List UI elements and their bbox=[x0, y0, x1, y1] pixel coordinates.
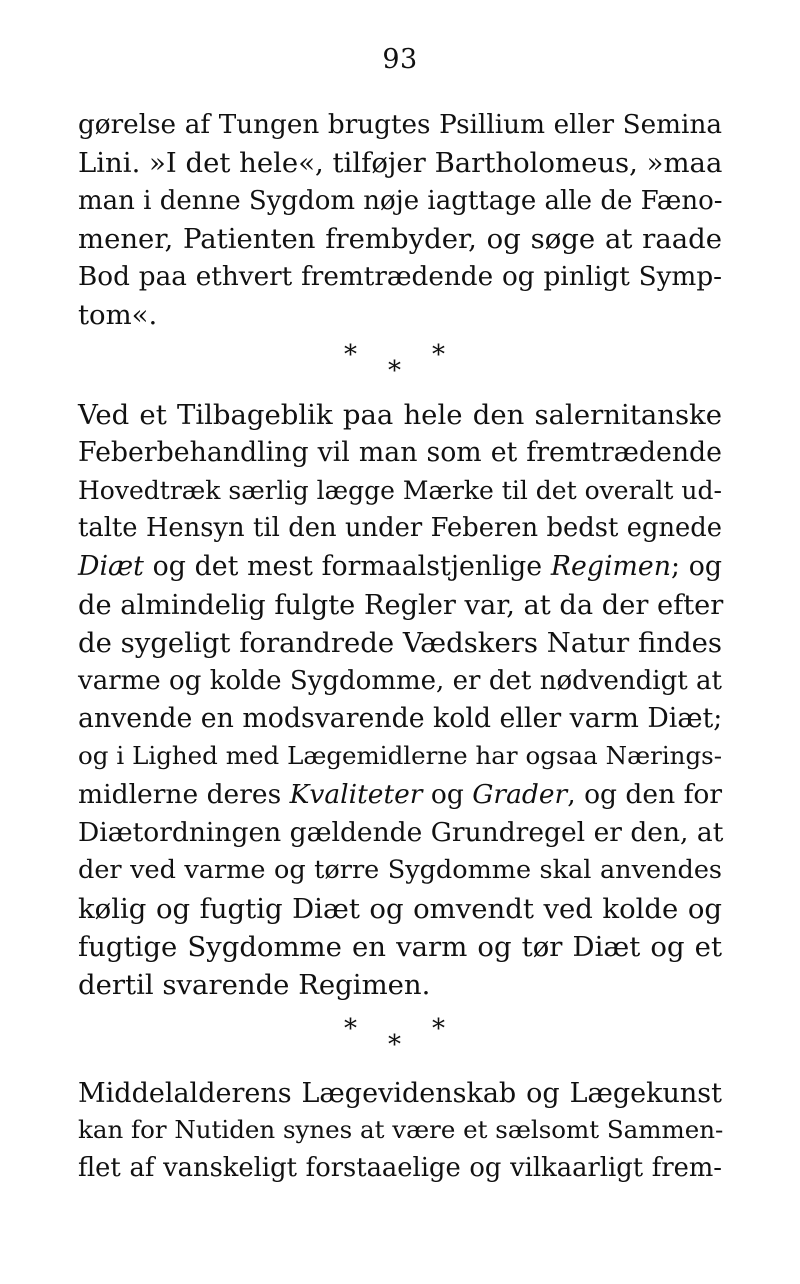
asterisk: * bbox=[432, 340, 445, 370]
text-span: og bbox=[422, 779, 473, 810]
section-separator bbox=[0, 330, 800, 390]
asterisk: * bbox=[388, 1030, 401, 1060]
text-line: Middelalderens Lægevidenskab og Lægekunst bbox=[78, 1078, 722, 1109]
text-line: talte Hensyn til den under Feberen bedst egnede bbox=[78, 513, 722, 543]
text-line: anvende en modsvarende kold eller varm Diæt; bbox=[78, 703, 723, 734]
italic-term: Kvaliteter bbox=[289, 779, 423, 810]
text-line: gørelse af Tungen brugtes Psillium eller Semina bbox=[78, 110, 722, 140]
text-line: dertil svarende Regimen. bbox=[78, 969, 431, 1001]
asterisk: * bbox=[344, 340, 357, 370]
asterisk: * bbox=[432, 1014, 445, 1044]
text-line: man i denne Sygdom nøje iagttage alle de Fæno- bbox=[78, 186, 723, 216]
text-line: fugtige Sygdomme en varm og tør Diæt og et bbox=[78, 931, 722, 963]
text-line: der ved varme og tørre Sygdomme skal anvendes bbox=[78, 855, 722, 885]
asterisk: * bbox=[344, 1014, 357, 1044]
italic-term: Regimen bbox=[550, 551, 671, 582]
section-separator bbox=[0, 1004, 800, 1064]
text-line bbox=[78, 551, 722, 582]
text-span: ; og bbox=[670, 551, 722, 582]
text-span: midlerne deres bbox=[78, 779, 290, 810]
text-span: , og den for bbox=[567, 779, 723, 810]
text-line: Lini. »I det hele«, tilføjer Bartholomeus, »maa bbox=[78, 147, 723, 179]
italic-term: Grader bbox=[472, 779, 568, 810]
asterisk: * bbox=[388, 356, 401, 386]
text-line bbox=[78, 779, 723, 810]
text-line: tom«. bbox=[78, 299, 158, 331]
text-line: de sygeligt forandrede Vædskers Natur findes bbox=[78, 627, 722, 659]
text-line: varme og kolde Sygdomme, er det nødvendigt at bbox=[78, 666, 722, 696]
text-line: Feberbehandling vil man som et fremtrædende bbox=[78, 437, 722, 468]
text-line: mener, Patienten frembyder, og søge at raade bbox=[78, 223, 722, 255]
text-span: og det mest formaalstjenlige bbox=[143, 551, 551, 582]
text-line: Ved et Tilbageblik paa hele den salernitanske bbox=[78, 399, 722, 431]
text-line: kan for Nutiden synes at være et sælsomt Sammen- bbox=[78, 1115, 724, 1144]
text-line: Bod paa ethvert fremtrædende og pinligt Symp- bbox=[78, 262, 722, 292]
text-line: flet af vanskeligt forstaaelige og vilkaarligt frem- bbox=[78, 1153, 722, 1183]
text-line: og i Lighed med Lægemidlerne har ogsaa Nærings- bbox=[78, 741, 722, 770]
italic-term: Diæt bbox=[78, 551, 144, 582]
text-line: Hovedtræk særlig lægge Mærke til det overalt ud- bbox=[78, 476, 722, 505]
text-line: Diætordningen gældende Grundregel er den, at bbox=[78, 817, 724, 848]
page-number: 93 bbox=[382, 44, 418, 75]
text-line: de almindelig fulgte Regler var, at da der efter bbox=[78, 590, 724, 621]
text-line: kølig og fugtig Diæt og omvendt ved kolde og bbox=[78, 893, 722, 925]
